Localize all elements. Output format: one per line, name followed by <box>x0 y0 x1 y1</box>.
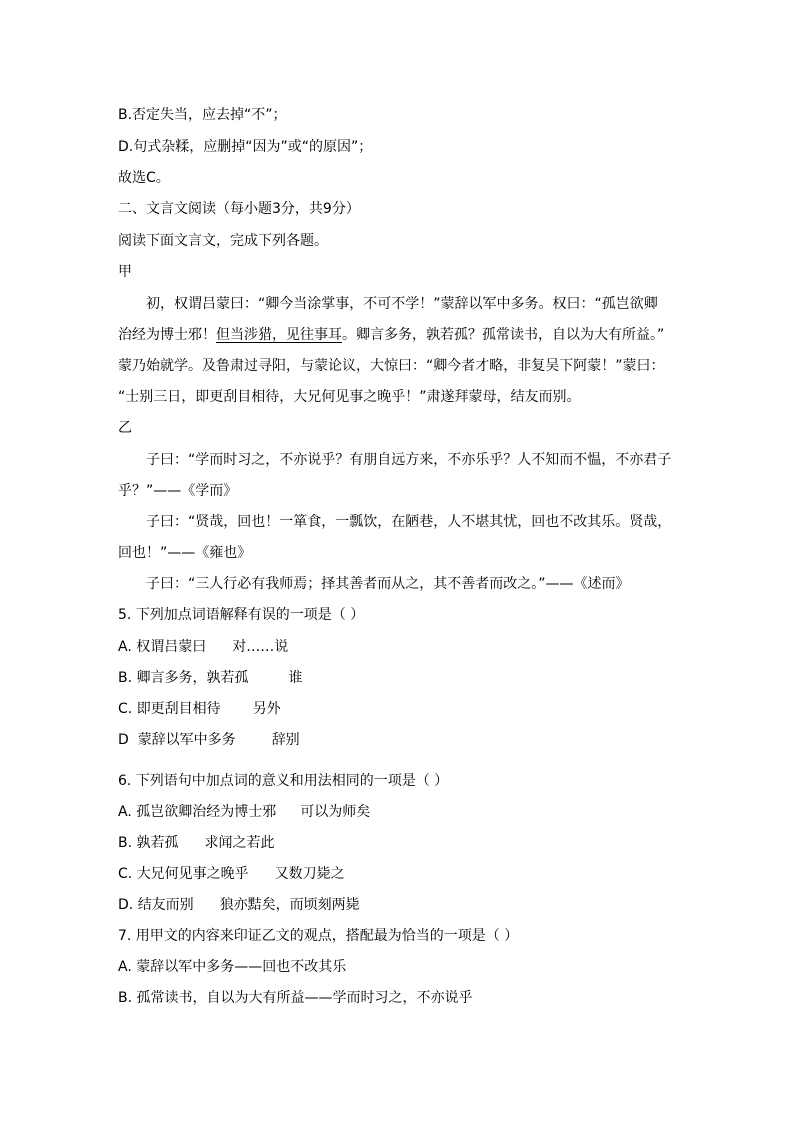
option-label: A. <box>118 959 132 975</box>
passage-jia-line-2 <box>118 325 688 345</box>
answer-conclusion: 故选C。 <box>118 170 170 186</box>
passage-yi-line-3: 子曰：“贤哉，回也！一箪食，一瓢饮，在陋巷，人不堪其忧，回也不改其乐。贤哉， <box>146 514 672 530</box>
option-label: C. <box>118 866 133 882</box>
option-label: B. <box>118 835 133 851</box>
option-text: 孤岂欲卿治经为博士邪 <box>136 804 277 820</box>
question-5-option-b <box>118 668 688 688</box>
option-text: 蒙辞以军中多务——回也不改其乐 <box>136 959 347 975</box>
question-5-option-a <box>118 637 688 657</box>
passage-text: 治经为博士邪！ <box>118 327 216 343</box>
underlined-sentence: 但当涉猎，见往事耳 <box>216 327 342 343</box>
question-6-option-a <box>118 802 688 822</box>
passage-jia-line-4: “士别三日，即更刮目相待，大兄何见事之晚乎！”肃遂拜蒙母，结友而别。 <box>118 389 581 405</box>
question-7-option-a <box>118 957 688 977</box>
option-label: A. <box>118 804 132 820</box>
question-7-option-b <box>118 988 688 1008</box>
option-text: 即更刮目相待 <box>136 701 221 717</box>
question-7-stem: 7. 用甲文的内容来印证乙文的观点，搭配最为恰当的一项是（ ） <box>118 928 519 944</box>
passage-text: 。卿言多务，孰若孤？孤常读书，自以为大有所益。” <box>342 327 665 343</box>
option-label: A. <box>118 639 132 655</box>
option-gloss: 求闻之若此 <box>204 835 275 851</box>
question-5-option-c <box>118 699 688 719</box>
option-text: 蒙辞以军中多务 <box>137 732 236 748</box>
passage-label-yi: 乙 <box>118 420 132 436</box>
option-gloss: 另外 <box>252 701 281 717</box>
option-text: 结友而别 <box>137 897 194 913</box>
option-gloss: 对……说 <box>232 639 289 655</box>
option-label: C. <box>118 701 133 717</box>
option-label: D. <box>118 897 134 913</box>
passage-yi-line-4: 回也！”——《雍也》 <box>118 545 252 561</box>
passage-jia-line-3: 蒙乃始就学。及鲁肃过寻阳，与蒙论议，大惊曰：“卿今者才略，非复吴下阿蒙！”蒙曰： <box>118 358 665 374</box>
passage-yi-line-5: 子曰：“三人行必有我师焉；择其善者而从之，其不善者而改之。”——《述而》 <box>146 576 630 592</box>
question-6-option-c <box>118 864 688 884</box>
option-gloss: 谁 <box>288 670 303 686</box>
option-gloss: 可以为师矣 <box>300 804 371 820</box>
section-instruction: 阅读下面文言文，完成下列各题。 <box>118 233 328 249</box>
answer-line-d: D.句式杂糅，应删掉“因为”或“的原因”； <box>118 139 373 155</box>
option-label: B. <box>118 670 133 686</box>
option-gloss: 辞别 <box>271 732 300 748</box>
passage-label-jia: 甲 <box>118 264 132 280</box>
option-text: 权谓吕蒙曰 <box>136 639 207 655</box>
option-label: D <box>118 732 129 748</box>
question-6-option-b <box>118 833 688 853</box>
passage-jia-line-1: 初，权谓吕蒙曰：“卿今当涂掌事，不可不学！”蒙辞以军中多务。权曰：“孤岂欲卿 <box>146 296 658 312</box>
option-gloss: 又数刀毙之 <box>274 866 345 882</box>
option-text: 孰若孤 <box>136 835 179 851</box>
question-5-option-d <box>118 730 688 750</box>
answer-line-b: B.否定失当，应去掉“不”； <box>118 107 287 123</box>
question-5-stem: 5. 下列加点词语解释有误的一项是（ ） <box>118 607 365 623</box>
passage-yi-line-1: 子曰：“学而时习之，不亦说乎？有朋自远方来，不亦乐乎？人不知而不愠，不亦君子 <box>146 452 672 468</box>
question-6-option-d <box>118 895 688 915</box>
option-text: 大兄何见事之晚乎 <box>136 866 249 882</box>
option-text: 卿言多务，孰若孤 <box>136 670 249 686</box>
passage-yi-line-2: 乎？”——《学而》 <box>118 483 238 499</box>
option-gloss: 狼亦黠矣，而顷刻两毙 <box>219 897 360 913</box>
option-text: 孤常读书，自以为大有所益——学而时习之，不亦说乎 <box>136 990 473 1006</box>
question-6-stem: 6. 下列语句中加点词的意义和用法相同的一项是（ ） <box>118 773 449 789</box>
option-label: B. <box>118 990 133 1006</box>
section-heading: 二、文言文阅读（每小题3分，共9分） <box>118 201 360 217</box>
